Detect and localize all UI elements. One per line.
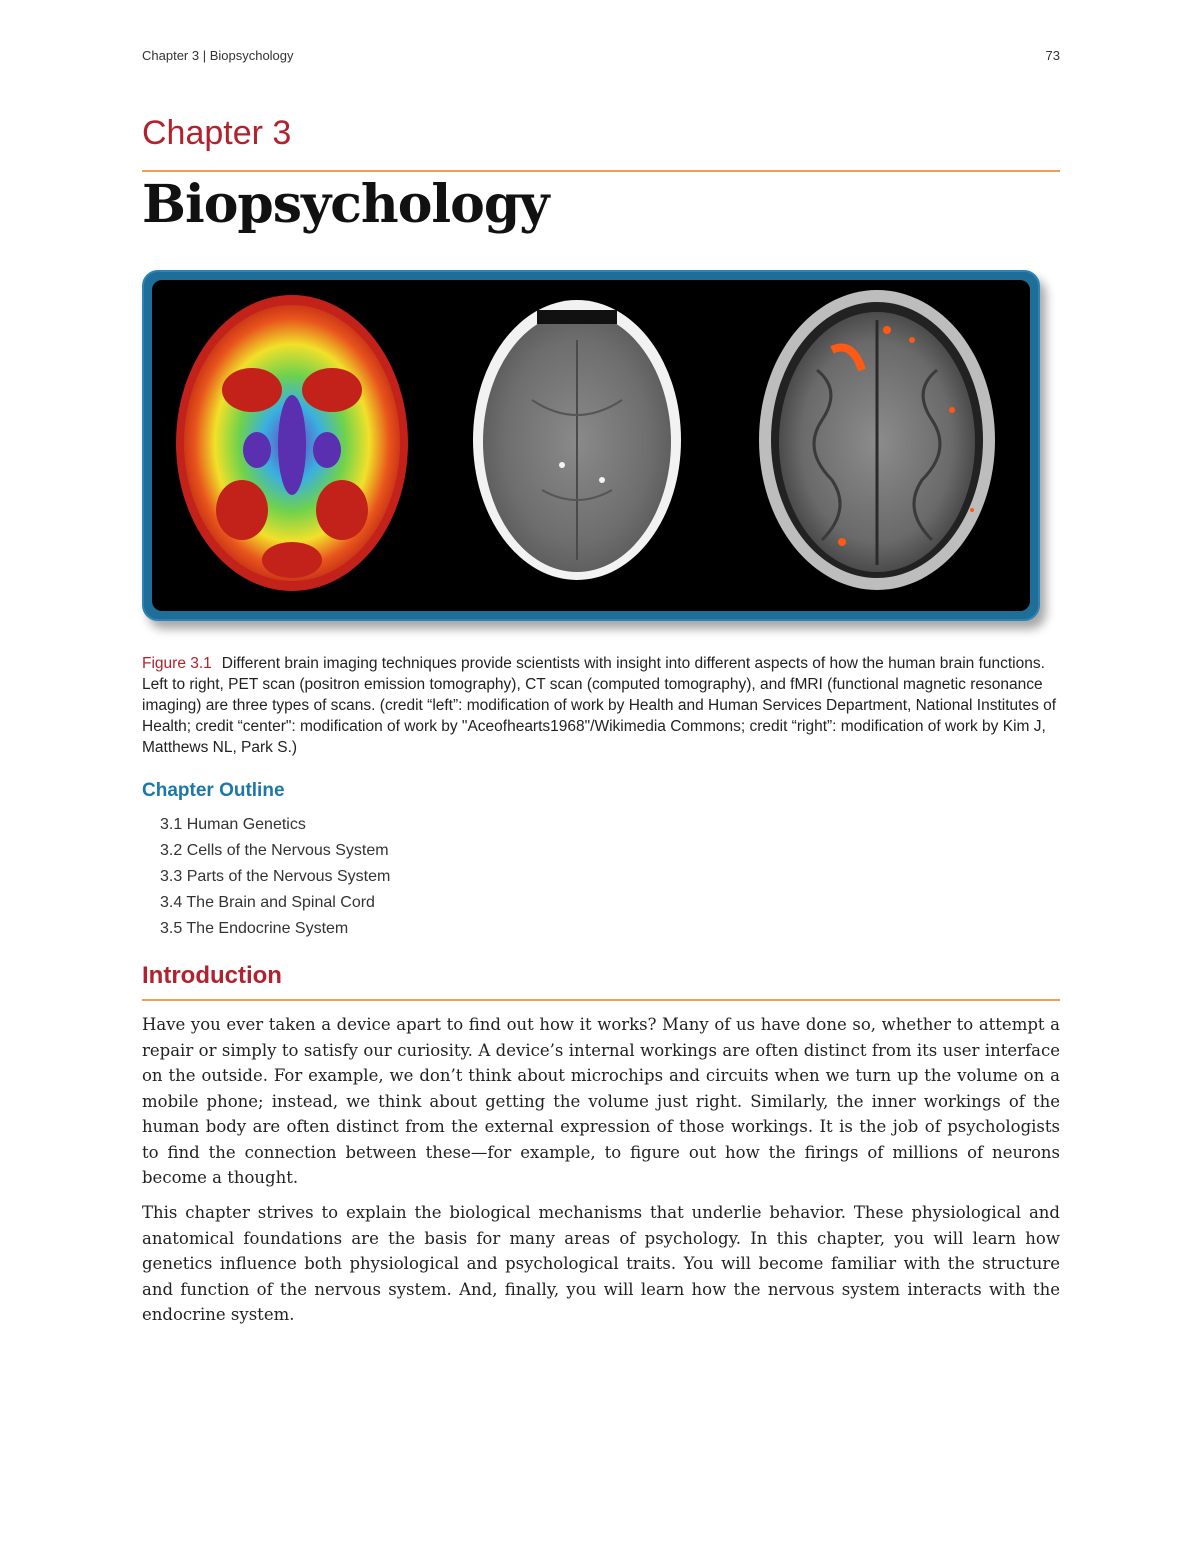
- outline-item: 3.1 Human Genetics: [160, 816, 306, 833]
- chapter-outline-heading: Chapter Outline: [142, 780, 285, 801]
- page-header: [142, 48, 1060, 68]
- figure-label: Figure 3.1: [142, 655, 212, 672]
- figure-image: [152, 280, 1030, 611]
- intro-paragraph-2: This chapter strives to explain the biological mechanisms that underlie behavior. These physiological and anatomical foundations are the basis for many areas of psychology. In this chapter, you will learn how genetics influence both physiological and psychological traits. You will become familiar with the structure and function of the nervous system. And, finally, you will learn how the nervous system interacts with the endocrine system.: [142, 1203, 1060, 1324]
- ct-scan-image: [473, 300, 681, 580]
- chapter-outline-list: [160, 812, 390, 942]
- chapter-rule: [142, 170, 1060, 172]
- chapter-title: Biopsychology: [142, 174, 549, 235]
- outline-item: 3.2 Cells of the Nervous System: [160, 842, 389, 859]
- running-head: Chapter 3 | Biopsychology: [142, 48, 294, 63]
- introduction-heading: Introduction: [142, 962, 282, 989]
- outline-item: 3.3 Parts of the Nervous System: [160, 868, 391, 885]
- pet-scan-image: [176, 295, 408, 591]
- figure-brain-scans: [142, 270, 1040, 621]
- brain-scans-illustration: [152, 280, 1026, 607]
- outline-item: 3.5 The Endocrine System: [160, 920, 349, 937]
- intro-paragraph-1: Have you ever taken a device apart to find out how it works? Many of us have done so, whether to attempt a repair or simply to satisfy our curiosity. A device’s internal workings are often distinct from its user interface on the outside. For example, we don’t think about microchips and circuits when we turn up the volume on a mobile phone; instead, we think about getting the volume just right. Similarly, the inner workings of the human body are often distinct from the external expression of those workings. It is the job of psychologists to find the connection between these—for example, to figure out how the firings of millions of neurons become a thought.: [142, 1015, 1060, 1187]
- outline-item: 3.4 The Brain and Spinal Cord: [160, 894, 375, 911]
- figure-caption: [142, 653, 1060, 758]
- fmri-scan-image: [759, 290, 995, 590]
- page-number: 73: [1045, 48, 1060, 63]
- figure-caption-text: Different brain imaging techniques provide scientists with insight into different aspects of how the human brain functions. Left to right, PET scan (positron emission tomography), CT scan (computed tomography), and fMRI (functional magnetic resonance imaging) are three types of scans. (credit “left”: modification of work by Health and Human Services Department, National Institutes of Health; credit “center": modification of work by "Aceofhearts1968"/Wikimedia Commons; credit “right”: modification of work by Kim J, Matthews NL, Park S.): [142, 655, 1057, 756]
- introduction-rule: [142, 999, 1060, 1001]
- chapter-label: Chapter 3: [142, 114, 292, 152]
